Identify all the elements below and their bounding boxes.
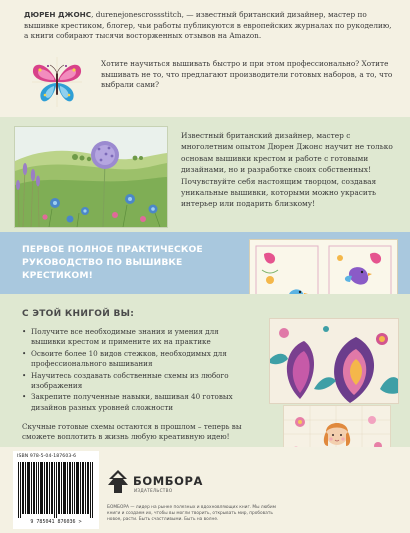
publisher-description: БОМБОРА — лидер на рынке полезных и вдохновляющих книг. Мы любим книги и создаем их, чтобы вы могли творить, открывать мир, пробовать новое, расти. Быть счастливыми. Быть на волне. (107, 505, 276, 522)
floral-embroidery-image (269, 318, 399, 404)
publisher-name: БОМБОРА (133, 474, 204, 488)
outro-text: Скучные готовые схемы остаются в прошлом – теперь вы сможете воплотить в жизнь любую креативную идею! (22, 422, 242, 442)
author-name: ДЮРЕН ДЖОНС (24, 10, 92, 19)
list-item: • Научитесь создавать собственные схемы из любого изображения (22, 371, 254, 392)
question-text: Хотите научиться вышивать быстро и при этом профессионально? Хотите вышивать не то, что предлагают производители готовых наборов, а то, что выбрали сами? (101, 59, 393, 90)
benefits-title: С ЭТОЙ КНИГОЙ ВЫ: (22, 309, 135, 319)
list-item: • Получите все необходимые знания и умения для вышивки крестом и примените их на практике (22, 327, 254, 348)
banner-title: ПЕРВОЕ ПОЛНОЕ ПРАКТИЧЕСКОЕ РУКОВОДСТВО ПО ВЫШИВКЕ КРЕСТИКОМ! (22, 244, 203, 282)
description-text: Известный британский дизайнер, мастер с многолетним опытом Дюрен Джонс научит не только основам вышивки крестом и работе с готовыми дизайнами, но и разработке своих собственных! Почувствуйте себя настоящим творцом, создавая уникальные вышивки, которыми можно украсить интерьер или подарить близкому! (181, 131, 393, 209)
author-blog: durenejonescrossstitch (95, 10, 182, 19)
author-intro: ДЮРЕН ДЖОНС, durenejonescrossstitch, — известный британский дизайнер, мастер по вышивке крестиком, блогер, чьи работы публикуются в европейских журналах по рукоделию, а книги собирают тысячи восторженных отзывов на Amazon. (24, 10, 392, 41)
footer-section (0, 447, 410, 533)
benefits-list (22, 327, 254, 414)
publisher-subtitle: ИЗДАТЕЛЬСТВО (134, 488, 173, 493)
author-bio: , — известный британский дизайнер, мастер по вышивке крестиком, блогер, чьи работы публикуются в европейских журналах по рукоделию, а книги собирают тысячи восторженных отзывов на Amazon. (24, 10, 392, 41)
publisher-logo-icon (107, 469, 129, 495)
publisher-logo (107, 469, 257, 499)
isbn-label: ISBN 978-5-04-187603-6 (17, 454, 77, 459)
description-section (0, 117, 410, 232)
intro-section (0, 0, 410, 117)
barcode-number: 9 785041 876036 > (30, 519, 82, 525)
barcode-image (18, 462, 94, 518)
landscape-embroidery-image (14, 126, 168, 228)
list-item: • Освоите более 10 видов стежков, необходимых для профессионального вышивания (22, 349, 254, 370)
list-item: • Закрепите полученные навыки, вышивая 40 готовых дизайнов разных уровней сложности (22, 392, 254, 413)
butterfly-embroidery-image (28, 53, 86, 111)
barcode-block (13, 451, 99, 529)
